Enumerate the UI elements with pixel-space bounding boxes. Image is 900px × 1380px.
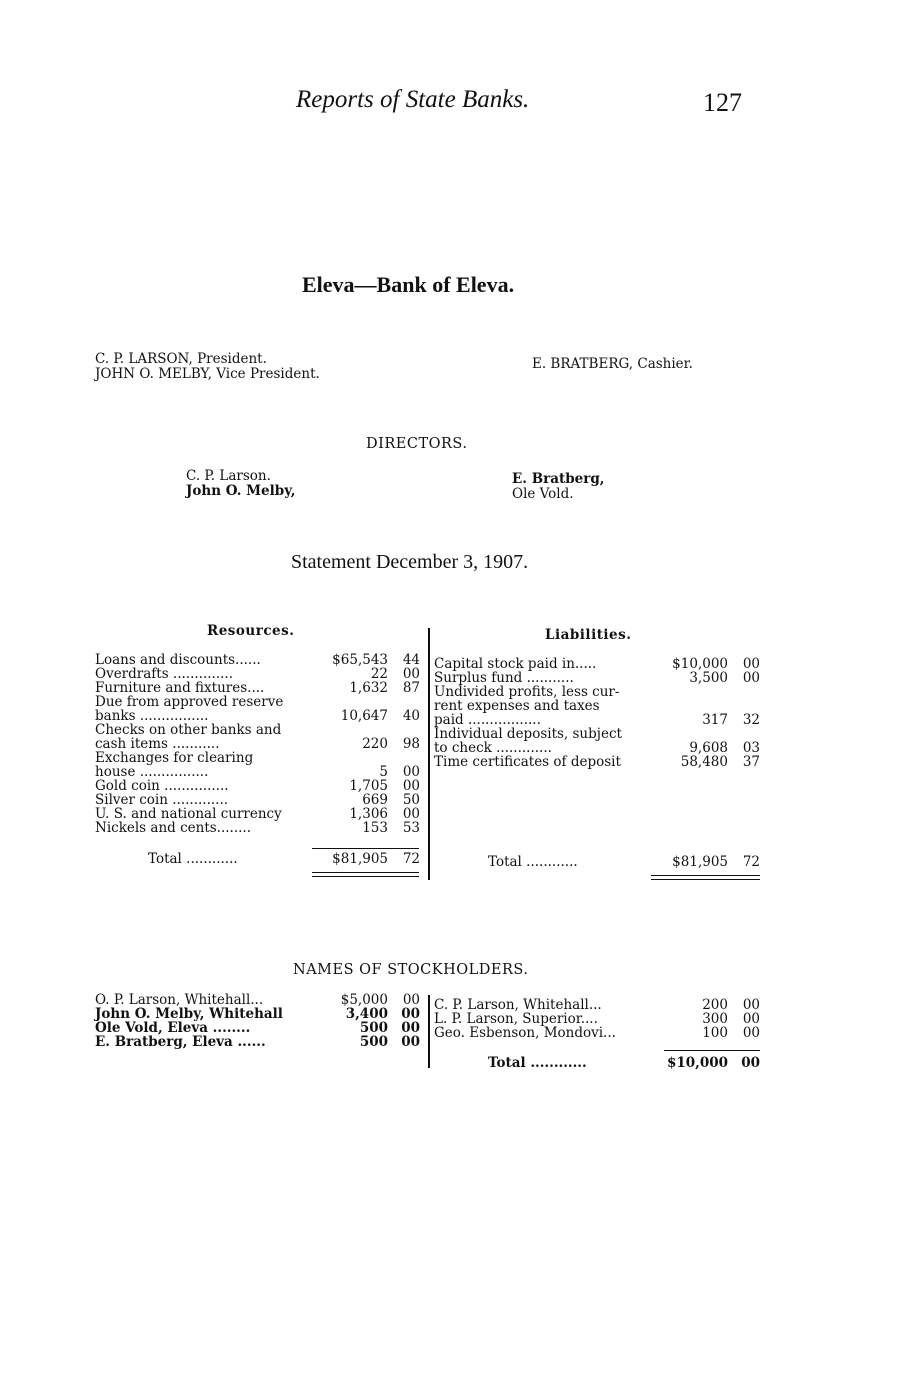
stockholder-name: L. P. Larson, Superior.... — [434, 1011, 598, 1027]
liabilities-total-cents: 72 — [742, 854, 760, 870]
liability-row-cents: 32 — [742, 712, 760, 728]
officer-cashier: E. BRATBERG, Cashier. — [532, 356, 693, 372]
statement-title: Statement December 3, 1907. — [291, 551, 529, 573]
liabilities-total-label: Total ............ — [488, 854, 578, 870]
resource-row — [95, 793, 420, 807]
liability-row-cents: 03 — [742, 740, 760, 756]
resource-label: Silver coin ............. — [95, 792, 229, 808]
liability-row — [434, 741, 760, 755]
resource-label: Checks on other banks and — [95, 722, 282, 738]
stockholder-row-cents: 00 — [401, 1006, 420, 1022]
resource-row — [95, 737, 420, 751]
stockholder-row — [95, 1021, 420, 1035]
resource-label: cash items ........... — [95, 736, 220, 752]
resource-label: Gold coin ............... — [95, 778, 229, 794]
liability-label: Time certificates of deposit — [434, 754, 621, 770]
liabilities-total-row — [434, 855, 760, 869]
stockholder-name: E. Bratberg, Eleva ...... — [95, 1034, 266, 1050]
resource-label: house ................ — [95, 764, 209, 780]
resource-label: Furniture and fixtures.... — [95, 680, 265, 696]
liabilities-double-rule-1 — [651, 875, 760, 876]
liability-row-cents: 00 — [742, 670, 760, 686]
stockholders-total-row — [434, 1056, 760, 1070]
resource-row — [95, 765, 420, 779]
stockholder-name: O. P. Larson, Whitehall... — [95, 992, 264, 1008]
officer-vice-president: JOHN O. MELBY, Vice President. — [95, 366, 320, 382]
stockholder-row-dollars: 500 — [359, 1020, 388, 1036]
liability-label: to check ............. — [434, 740, 552, 756]
liability-row-cents: 00 — [742, 656, 760, 672]
resource-row-dollars: 1,632 — [349, 680, 388, 696]
resources-total-label: Total ............ — [148, 851, 238, 867]
liability-row-dollars: 317 — [702, 712, 728, 728]
resource-row-dollars: 669 — [362, 792, 388, 808]
director-right-2: Ole Vold. — [512, 486, 574, 502]
resource-row-cents: 00 — [402, 806, 420, 822]
resources-double-rule-1 — [312, 872, 419, 873]
resource-row-cents: 87 — [402, 680, 420, 696]
stockholder-row — [434, 1026, 760, 1040]
resource-row-dollars: 10,647 — [340, 708, 388, 724]
resources-heading: Resources. — [207, 623, 295, 639]
stockholders-left-list — [95, 993, 420, 1049]
resource-label: Due from approved reserve — [95, 694, 284, 710]
liability-row — [434, 699, 760, 713]
stockholder-row — [434, 998, 760, 1012]
stockholders-total-rule — [664, 1050, 760, 1051]
resource-row-dollars: 5 — [379, 764, 388, 780]
resource-label: Overdrafts .............. — [95, 666, 233, 682]
stockholder-row-dollars: $5,000 — [340, 992, 388, 1008]
officer-president: C. P. LARSON, President. — [95, 351, 267, 367]
liability-row — [434, 727, 760, 741]
directors-heading: DIRECTORS. — [366, 436, 468, 452]
resources-double-rule-2 — [312, 876, 419, 877]
stockholder-row-cents: 00 — [402, 992, 420, 1008]
stockholder-row-dollars: 500 — [359, 1034, 388, 1050]
liabilities-heading: Liabilities. — [545, 627, 632, 643]
stockholder-row — [95, 993, 420, 1007]
stockholder-name: John O. Melby, Whitehall — [95, 1006, 283, 1022]
director-left-2: John O. Melby, — [186, 483, 296, 499]
resource-row — [95, 821, 420, 835]
resource-row — [95, 807, 420, 821]
resource-label: Loans and discounts...... — [95, 652, 261, 668]
resources-total-rule — [312, 848, 419, 849]
stockholder-row — [95, 1035, 420, 1049]
stockholders-total-cents: 00 — [741, 1055, 760, 1071]
resource-row — [95, 653, 420, 667]
resource-row-cents: 50 — [402, 792, 420, 808]
liability-label: paid ................. — [434, 712, 541, 728]
resource-row-dollars: 22 — [370, 666, 388, 682]
resource-label: Nickels and cents........ — [95, 820, 252, 836]
liability-row — [434, 657, 760, 671]
liability-row — [434, 713, 760, 727]
resource-row-cents: 00 — [402, 764, 420, 780]
resource-row-cents: 00 — [402, 778, 420, 794]
resource-row-cents: 44 — [402, 652, 420, 668]
stockholder-row-dollars: 3,400 — [345, 1006, 388, 1022]
resource-label: Exchanges for clearing — [95, 750, 254, 766]
stockholders-total-dollars: $10,000 — [666, 1055, 728, 1071]
resource-row-cents: 53 — [402, 820, 420, 836]
resource-row-cents: 00 — [402, 666, 420, 682]
stockholder-row — [95, 1007, 420, 1021]
liability-label: Undivided profits, less cur- — [434, 684, 620, 700]
stockholder-row-cents: 00 — [401, 1020, 420, 1036]
resource-label: banks ................ — [95, 708, 209, 724]
liability-row-dollars: $10,000 — [672, 656, 728, 672]
liability-row-cents: 37 — [742, 754, 760, 770]
resources-total-row — [95, 852, 420, 866]
stockholder-name: Ole Vold, Eleva ........ — [95, 1020, 251, 1036]
stockholder-name: C. P. Larson, Whitehall... — [434, 997, 602, 1013]
director-left-1: C. P. Larson. — [186, 468, 271, 484]
liability-row — [434, 755, 760, 769]
resource-row — [95, 695, 420, 709]
resource-row-dollars: 220 — [362, 736, 388, 752]
resource-label: U. S. and national currency — [95, 806, 282, 822]
liabilities-total-dollars: $81,905 — [672, 854, 728, 870]
liability-label: Surplus fund ........... — [434, 670, 574, 686]
stockholder-row-cents: 00 — [742, 1025, 760, 1041]
liability-row — [434, 685, 760, 699]
resource-row — [95, 667, 420, 681]
resource-row-cents: 40 — [402, 708, 420, 724]
resource-row-dollars: 1,705 — [349, 778, 388, 794]
resource-row-dollars: 153 — [362, 820, 388, 836]
resource-row-cents: 98 — [402, 736, 420, 752]
resource-row — [95, 681, 420, 695]
resource-row — [95, 723, 420, 737]
stockholder-row — [434, 1012, 760, 1026]
stockholder-row-cents: 00 — [742, 1011, 760, 1027]
liability-label: Capital stock paid in..... — [434, 656, 597, 672]
liability-row — [434, 671, 760, 685]
stockholders-heading: NAMES OF STOCKHOLDERS. — [293, 962, 529, 978]
resource-row — [95, 709, 420, 723]
liabilities-double-rule-2 — [651, 879, 760, 880]
page-number: 127 — [703, 88, 742, 117]
stockholders-total-label: Total ............ — [488, 1055, 587, 1071]
liability-row-dollars: 3,500 — [689, 670, 728, 686]
bank-title: Eleva—Bank of Eleva. — [302, 272, 515, 297]
stockholder-row-dollars: 100 — [702, 1025, 728, 1041]
resource-row-dollars: 1,306 — [349, 806, 388, 822]
liability-row-dollars: 58,480 — [680, 754, 728, 770]
column-divider — [428, 628, 430, 880]
resource-row-dollars: $65,543 — [332, 652, 388, 668]
resource-row — [95, 779, 420, 793]
liability-label: Individual deposits, subject — [434, 726, 622, 742]
stockholder-row-cents: 00 — [401, 1034, 420, 1050]
resources-total-dollars: $81,905 — [332, 851, 388, 867]
stockholder-row-cents: 00 — [742, 997, 760, 1013]
liability-label: rent expenses and taxes — [434, 698, 600, 714]
resources-total-cents: 72 — [402, 851, 420, 867]
liabilities-table — [434, 657, 760, 769]
stockholder-row-dollars: 200 — [702, 997, 728, 1013]
stockholder-name: Geo. Esbenson, Mondovi... — [434, 1025, 616, 1041]
stockholder-row-dollars: 300 — [702, 1011, 728, 1027]
running-title: Reports of State Banks. — [296, 86, 530, 113]
liability-row-dollars: 9,608 — [689, 740, 728, 756]
director-right-1: E. Bratberg, — [512, 471, 605, 487]
resources-table — [95, 653, 420, 835]
stockholders-divider — [428, 995, 430, 1068]
resource-row — [95, 751, 420, 765]
stockholders-right-list — [434, 998, 760, 1040]
